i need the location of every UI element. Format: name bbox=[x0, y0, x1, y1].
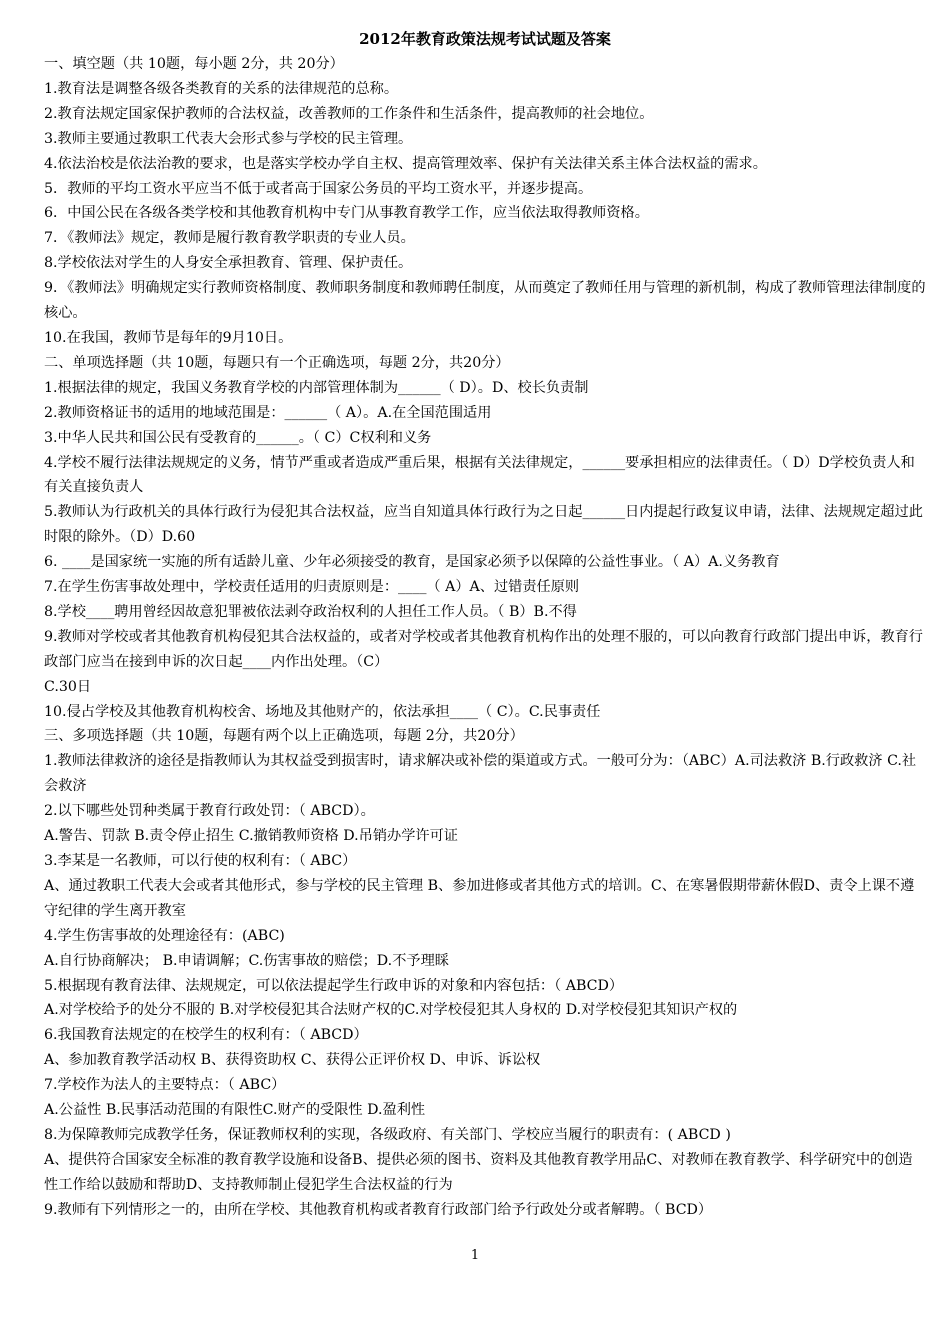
text-line: 3.教师主要通过教职工代表大会形式参与学校的民主管理。 bbox=[44, 130, 413, 147]
text-line: 10.侵占学校及其他教育机构校舍、场地及其他财产的，依法承担____（ C）。C.民事责任 bbox=[44, 703, 601, 720]
text-line: 7．《教师法》规定，教师是履行教育教学职责的专业人员。 bbox=[44, 230, 415, 247]
text-line: 1.教师法律救济的途径是指教师认为其权益受到损害时，请求解决或补偿的渠道或方式。一般可分为：（ABC）A.司法救济 B.行政救济 C.社会救济 bbox=[44, 753, 917, 795]
text-line: A.自行协商解决； B.申请调解；C.伤害事故的赔偿；D.不予理睬 bbox=[44, 952, 449, 969]
text-line: 二、单项选择题（共 10题，每题只有一个正确选项，每题 2分，共20分） bbox=[44, 354, 510, 371]
text-line: 4.依法治校是依法治教的要求，也是落实学校办学自主权、提高管理效率、保护有关法律关系主体合法权益的需求。 bbox=[44, 155, 767, 172]
text-line: 10.在我国，教师节是每年的9月10日。 bbox=[44, 329, 293, 346]
text-line: 2.教师资格证书的适用的地域范围是：______（ A）。A.在全国范围适用 bbox=[44, 404, 492, 421]
document-body bbox=[44, 52, 926, 1223]
text-line: 5.根据现有教育法律、法规规定，可以依法提起学生行政申诉的对象和内容包括：（ ABCD） bbox=[44, 977, 624, 994]
text-line: A、通过教职工代表大会或者其他形式，参与学校的民主管理 B、参加进修或者其他方式的培训。C、在寒暑假期带薪休假D、责令上课不遵守纪律的学生离开教室 bbox=[44, 877, 915, 919]
text-line: 5．教师的平均工资水平应当不低于或者高于国家公务员的平均工资水平，并逐步提高。 bbox=[44, 180, 593, 197]
text-line: 6.我国教育法规定的在校学生的权利有：（ ABCD） bbox=[44, 1027, 368, 1044]
text-line: 6．中国公民在各级各类学校和其他教育机构中专门从事教育教学工作，应当依法取得教师资格。 bbox=[44, 205, 649, 222]
text-line: 4.学校不履行法律法规规定的义务，情节严重或者造成严重后果，根据有关法律规定，______要承担相应的法律责任。（ D）D学校负责人和有关直接负责人 bbox=[44, 454, 915, 496]
text-line: 一、填空题（共 10题，每小题 2分，共 20分） bbox=[44, 56, 344, 72]
text-line: 8.学校依法对学生的人身安全承担教育、管理、保护责任。 bbox=[44, 255, 413, 272]
text-line: A、参加教育教学活动权 B、获得资助权 C、获得公正评价权 D、申诉、诉讼权 bbox=[44, 1052, 541, 1069]
text-line: 9.教师对学校或者其他教育机构侵犯其合法权益的，或者对学校或者其他教育机构作出的处理不服的，可以向教育行政部门提出申诉，教育行政部门应当在接到申诉的次日起____内作出处理。（C） bbox=[44, 628, 923, 670]
text-line: 8.学校____聘用曾经因故意犯罪被依法剥夺政治权利的人担任工作人员。（ B）B.不得 bbox=[44, 603, 577, 620]
text-line: A.警告、罚款 B.责令停止招生 C.撤销教师资格 D.吊销办学许可证 bbox=[44, 828, 458, 845]
text-line: 3.中华人民共和国公民有受教育的______。（ C）C权利和义务 bbox=[44, 429, 432, 446]
text-line: 1.根据法律的规定，我国义务教育学校的内部管理体制为______（ D）。D、校长负责制 bbox=[44, 379, 589, 396]
text-line: 7.在学生伤害事故处理中，学校责任适用的归责原则是：____（ A）A、过错责任原则 bbox=[44, 579, 580, 596]
text-line: 2.以下哪些处罚种类属于教育行政处罚：（ ABCD）。 bbox=[44, 803, 375, 820]
text-line: A.对学校给予的处分不服的 B.对学校侵犯其合法财产权的C.对学校侵犯其人身权的 D.对学校侵犯其知识产权的 bbox=[44, 1002, 738, 1019]
text-line: A.公益性 B.民事活动范围的有限性C.财产的受限性 D.盈利性 bbox=[44, 1102, 426, 1119]
text-line: 1.教育法是调整各级各类教育的关系的法律规范的总称。 bbox=[44, 80, 399, 97]
text-line: 9．《教师法》明确规定实行教师资格制度、教师职务制度和教师聘任制度，从而奠定了教师任用与管理的新机制，构成了教师管理法律制度的核心。 bbox=[44, 280, 926, 322]
page-number: 1 bbox=[470, 1248, 480, 1263]
document-title: 2012年教育政策法规考试试题及答案 bbox=[359, 30, 611, 48]
text-line: 9.教师有下列情形之一的，由所在学校、其他教育机构或者教育行政部门给予行政处分或者解聘。（ BCD） bbox=[44, 1201, 713, 1218]
text-line: A、提供符合国家安全标准的教育教学设施和设备B、提供必须的图书、资料及其他教育教学用品C、对教师在教育教学、科学研究中的创造性工作给以鼓励和帮助D、支持教师制止侵犯学生合法权益的行为 bbox=[44, 1151, 913, 1193]
text-line: 3.李某是一名教师，可以行使的权利有：（ ABC） bbox=[44, 853, 357, 869]
text-line: 6. ____是国家统一实施的所有适龄儿童、少年必须接受的教育，是国家必须予以保障的公益性事业。（ A）A.义务教育 bbox=[44, 554, 780, 571]
text-line: 8.为保障教师完成教学任务，保证教师权利的实现，各级政府、有关部门、学校应当履行的职责有：( ABCD ) bbox=[44, 1126, 731, 1143]
text-line: 7.学校作为法人的主要特点：（ ABC） bbox=[44, 1077, 286, 1094]
text-line: 5.教师认为行政机关的具体行政行为侵犯其合法权益，应当自知道具体行政行为之日起______日内提起行政复议申请，法律、法规规定超过此时限的除外。（D）D.60 bbox=[44, 504, 923, 546]
text-line: 三、多项选择题（共 10题，每题有两个以上正确选项，每题 2分，共20分） bbox=[44, 728, 524, 745]
document-page bbox=[44, 28, 926, 1223]
text-line: 4.学生伤害事故的处理途径有：(ABC) bbox=[44, 927, 285, 944]
text-line: 2.教育法规定国家保护教师的合法权益，改善教师的工作条件和生活条件，提高教师的社会地位。 bbox=[44, 105, 654, 122]
text-line: C.30日 bbox=[44, 678, 92, 695]
